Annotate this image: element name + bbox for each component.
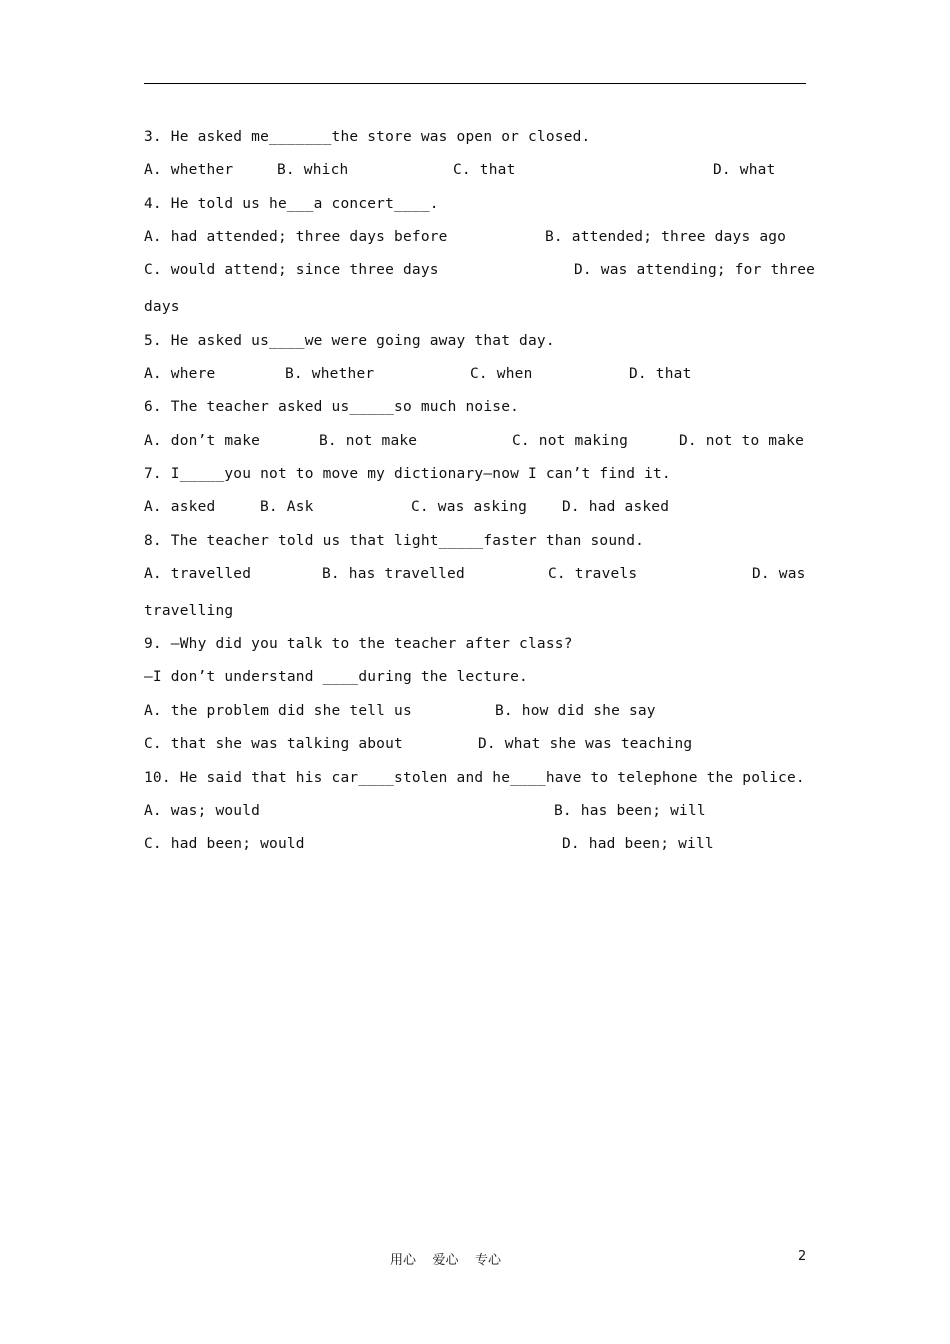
question-7-options bbox=[144, 498, 670, 516]
question-10-options-row2 bbox=[144, 835, 714, 853]
option-c: C. was asking bbox=[411, 499, 528, 515]
option-a: A. don’t make bbox=[144, 433, 261, 449]
option-a: A. asked bbox=[144, 499, 216, 515]
question-4-options-wrap: days bbox=[144, 299, 180, 315]
option-a: A. whether bbox=[144, 162, 234, 178]
question-9-stem-reply: —I don’t understand ____during the lecture. bbox=[144, 669, 528, 685]
option-d: D. had been; will bbox=[562, 836, 714, 852]
option-a: A. the problem did she tell us bbox=[144, 703, 412, 719]
question-6-stem: 6. The teacher asked us_____so much noise. bbox=[144, 399, 520, 415]
option-c: C. not making bbox=[512, 433, 629, 449]
option-b: B. Ask bbox=[260, 499, 314, 515]
option-b: B. whether bbox=[285, 366, 375, 382]
option-a: A. travelled bbox=[144, 566, 252, 582]
question-10-stem: 10. He said that his car____stolen and he____have to telephone the police. bbox=[144, 770, 805, 786]
question-4-options-row2 bbox=[144, 261, 816, 279]
option-b: B. has been; will bbox=[554, 803, 706, 819]
question-8-stem: 8. The teacher told us that light_____faster than sound. bbox=[144, 533, 645, 549]
option-d: D. not to make bbox=[679, 433, 805, 449]
option-c: C. travels bbox=[548, 566, 638, 582]
question-8-options bbox=[144, 565, 806, 583]
question-6-options bbox=[144, 432, 805, 450]
question-3-options bbox=[144, 161, 776, 179]
option-b: B. not make bbox=[319, 433, 418, 449]
option-b: B. attended; three days ago bbox=[545, 229, 787, 245]
option-b: B. how did she say bbox=[495, 703, 656, 719]
question-9-options-row2 bbox=[144, 735, 693, 753]
footer-motto: 用心 爱心 专心 bbox=[390, 1253, 502, 1268]
page-number: 2 bbox=[798, 1249, 807, 1264]
option-d: D. was attending; for three bbox=[574, 262, 816, 278]
question-5-stem: 5. He asked us____we were going away that day. bbox=[144, 333, 555, 349]
option-a: A. where bbox=[144, 366, 216, 382]
question-8-options-wrap: travelling bbox=[144, 603, 234, 619]
question-4-stem: 4. He told us he___a concert____. bbox=[144, 196, 439, 212]
option-c: C. that she was talking about bbox=[144, 736, 403, 752]
question-9-stem: 9. —Why did you talk to the teacher after class? bbox=[144, 636, 573, 652]
option-c: C. when bbox=[470, 366, 533, 382]
option-c: C. that bbox=[453, 162, 516, 178]
question-10-options-row1 bbox=[144, 802, 706, 820]
option-d: D. what she was teaching bbox=[478, 736, 693, 752]
option-a: A. had attended; three days before bbox=[144, 229, 448, 245]
option-c: C. had been; would bbox=[144, 836, 305, 852]
option-d: D. had asked bbox=[562, 499, 670, 515]
question-3-stem: 3. He asked me_______the store was open or closed. bbox=[144, 129, 591, 145]
option-d: D. that bbox=[629, 366, 692, 382]
header-rule bbox=[144, 83, 806, 84]
question-4-options-row1 bbox=[144, 228, 787, 246]
option-a: A. was; would bbox=[144, 803, 261, 819]
option-d: D. was bbox=[752, 566, 806, 582]
question-5-options bbox=[144, 365, 692, 383]
question-7-stem: 7. I_____you not to move my dictionary—now I can’t find it. bbox=[144, 466, 671, 482]
option-b: B. has travelled bbox=[322, 566, 465, 582]
option-d: D. what bbox=[713, 162, 776, 178]
option-b: B. which bbox=[277, 162, 349, 178]
option-c: C. would attend; since three days bbox=[144, 262, 439, 278]
question-9-options-row1 bbox=[144, 702, 656, 720]
